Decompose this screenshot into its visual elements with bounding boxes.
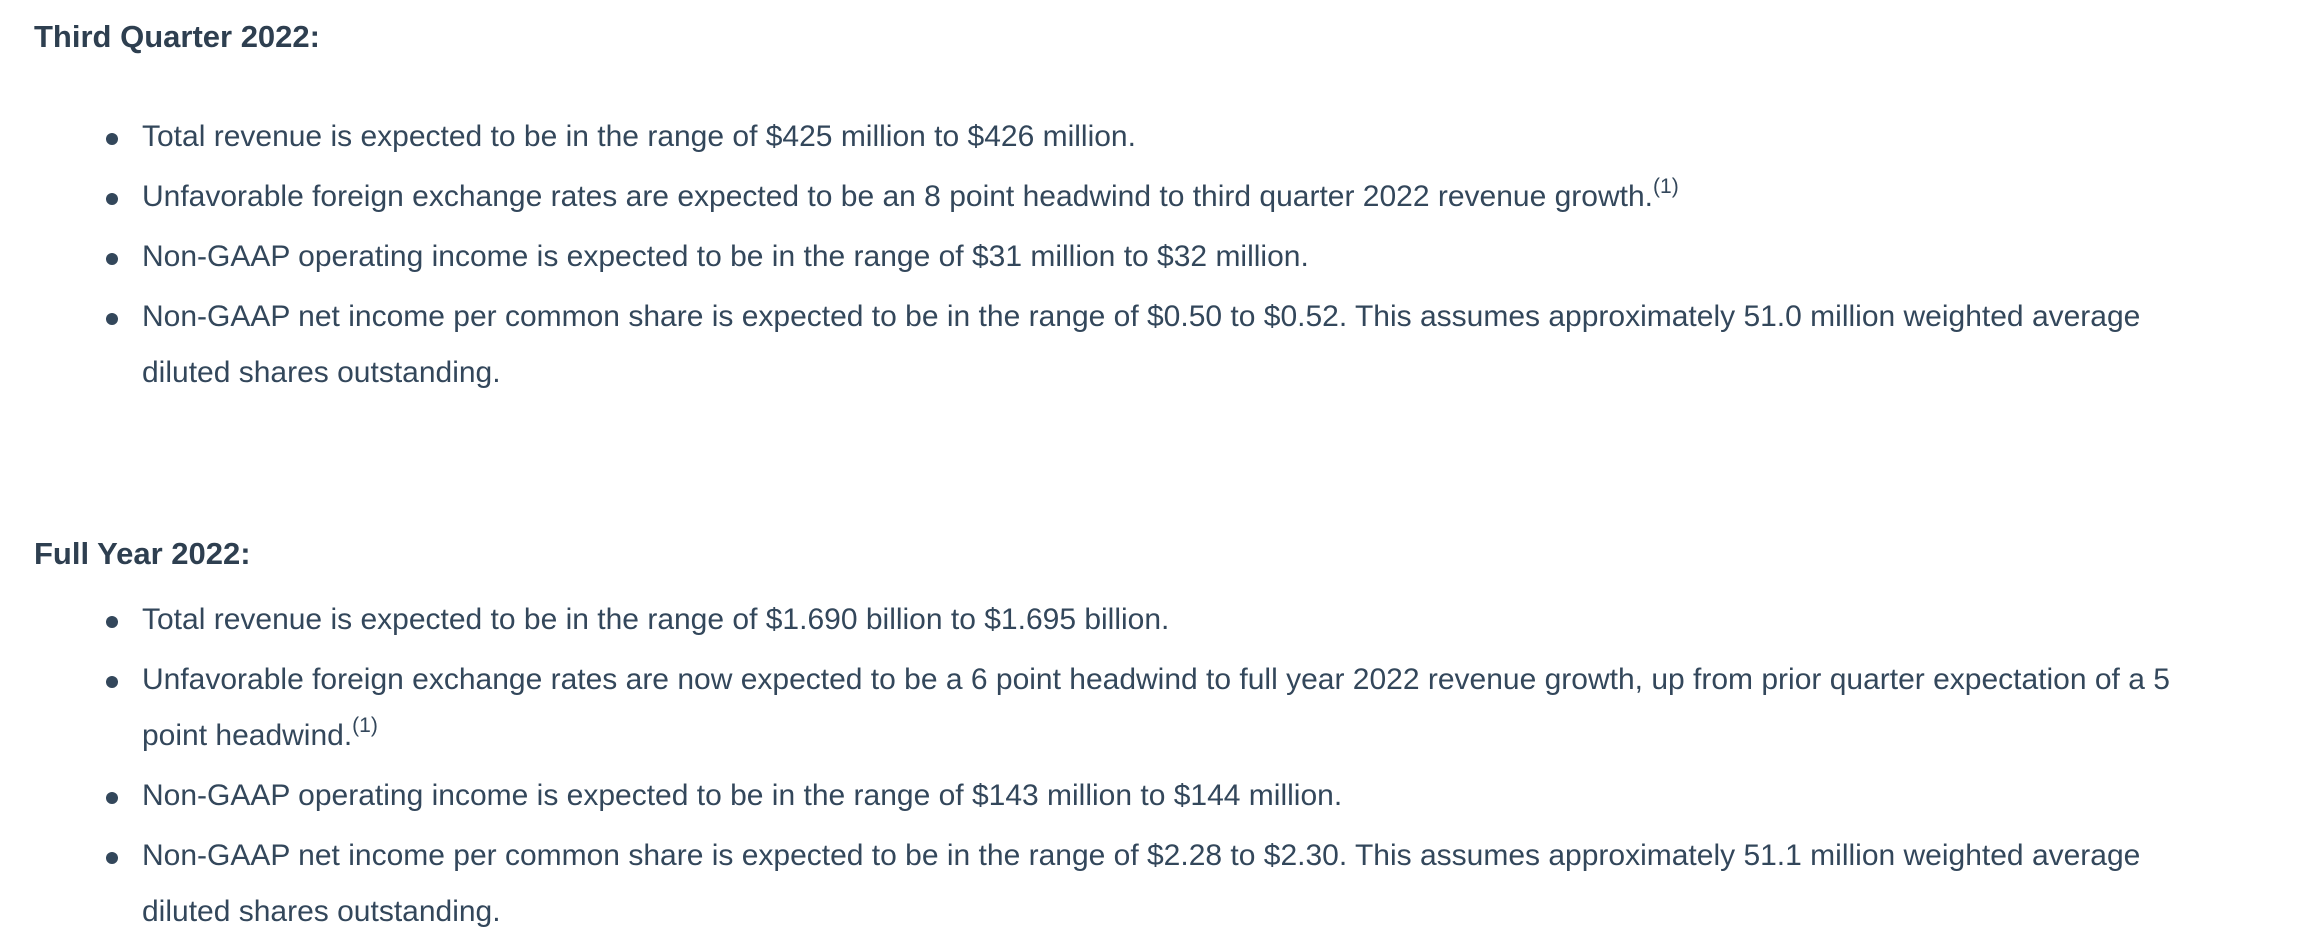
bullet-dot-icon — [106, 792, 118, 804]
list-item-text: Non-GAAP operating income is expected to be in the range of $143 million to $144 million. — [142, 779, 1343, 812]
section-heading-q3: Third Quarter 2022: — [34, 19, 320, 54]
list-item-text: Total revenue is expected to be in the range of $425 million to $426 million. — [142, 120, 1136, 153]
list-item — [0, 109, 2314, 165]
list-item-text: Non-GAAP net income per common share is expected to be in the range of $2.28 to $2.30. This assumes approximately 51.1 million weighted average diluted shares outstanding. — [142, 839, 2141, 928]
list-item-text: Total revenue is expected to be in the range of $1.690 billion to $1.695 billion. — [142, 603, 1170, 636]
list-item — [0, 289, 2314, 401]
full-year-guidance-list — [0, 592, 2314, 944]
bullet-dot-icon — [106, 193, 118, 205]
bullet-dot-icon — [106, 616, 118, 628]
list-item — [0, 828, 2314, 940]
footnote-ref: (1) — [1653, 175, 1679, 198]
list-item-text: Non-GAAP operating income is expected to be in the range of $31 million to $32 million. — [142, 240, 1309, 273]
list-item — [0, 169, 2314, 225]
bullet-dot-icon — [106, 133, 118, 145]
footnote-ref: (1) — [352, 714, 378, 737]
bullet-dot-icon — [106, 313, 118, 325]
list-item — [0, 592, 2314, 648]
list-item — [0, 229, 2314, 285]
bullet-dot-icon — [106, 852, 118, 864]
bullet-dot-icon — [106, 253, 118, 265]
q3-guidance-list — [0, 109, 2314, 405]
list-item — [0, 652, 2314, 764]
list-item-text: Non-GAAP net income per common share is expected to be in the range of $0.50 to $0.52. This assumes approximately 51.0 million weighted average diluted shares outstanding. — [142, 300, 2141, 389]
list-item-text: Unfavorable foreign exchange rates are now expected to be a 6 point headwind to full year 2022 revenue growth, up from prior quarter expectation of a 5 point headwind.$^{(1)}$ — [142, 663, 2170, 752]
list-item — [0, 768, 2314, 824]
section-heading-full-year: Full Year 2022: — [34, 536, 251, 571]
list-item-text: Unfavorable foreign exchange rates are expected to be an 8 point headwind to third quarter 2022 revenue growth.$^{(1)}$ — [142, 175, 1679, 213]
bullet-dot-icon — [106, 676, 118, 688]
